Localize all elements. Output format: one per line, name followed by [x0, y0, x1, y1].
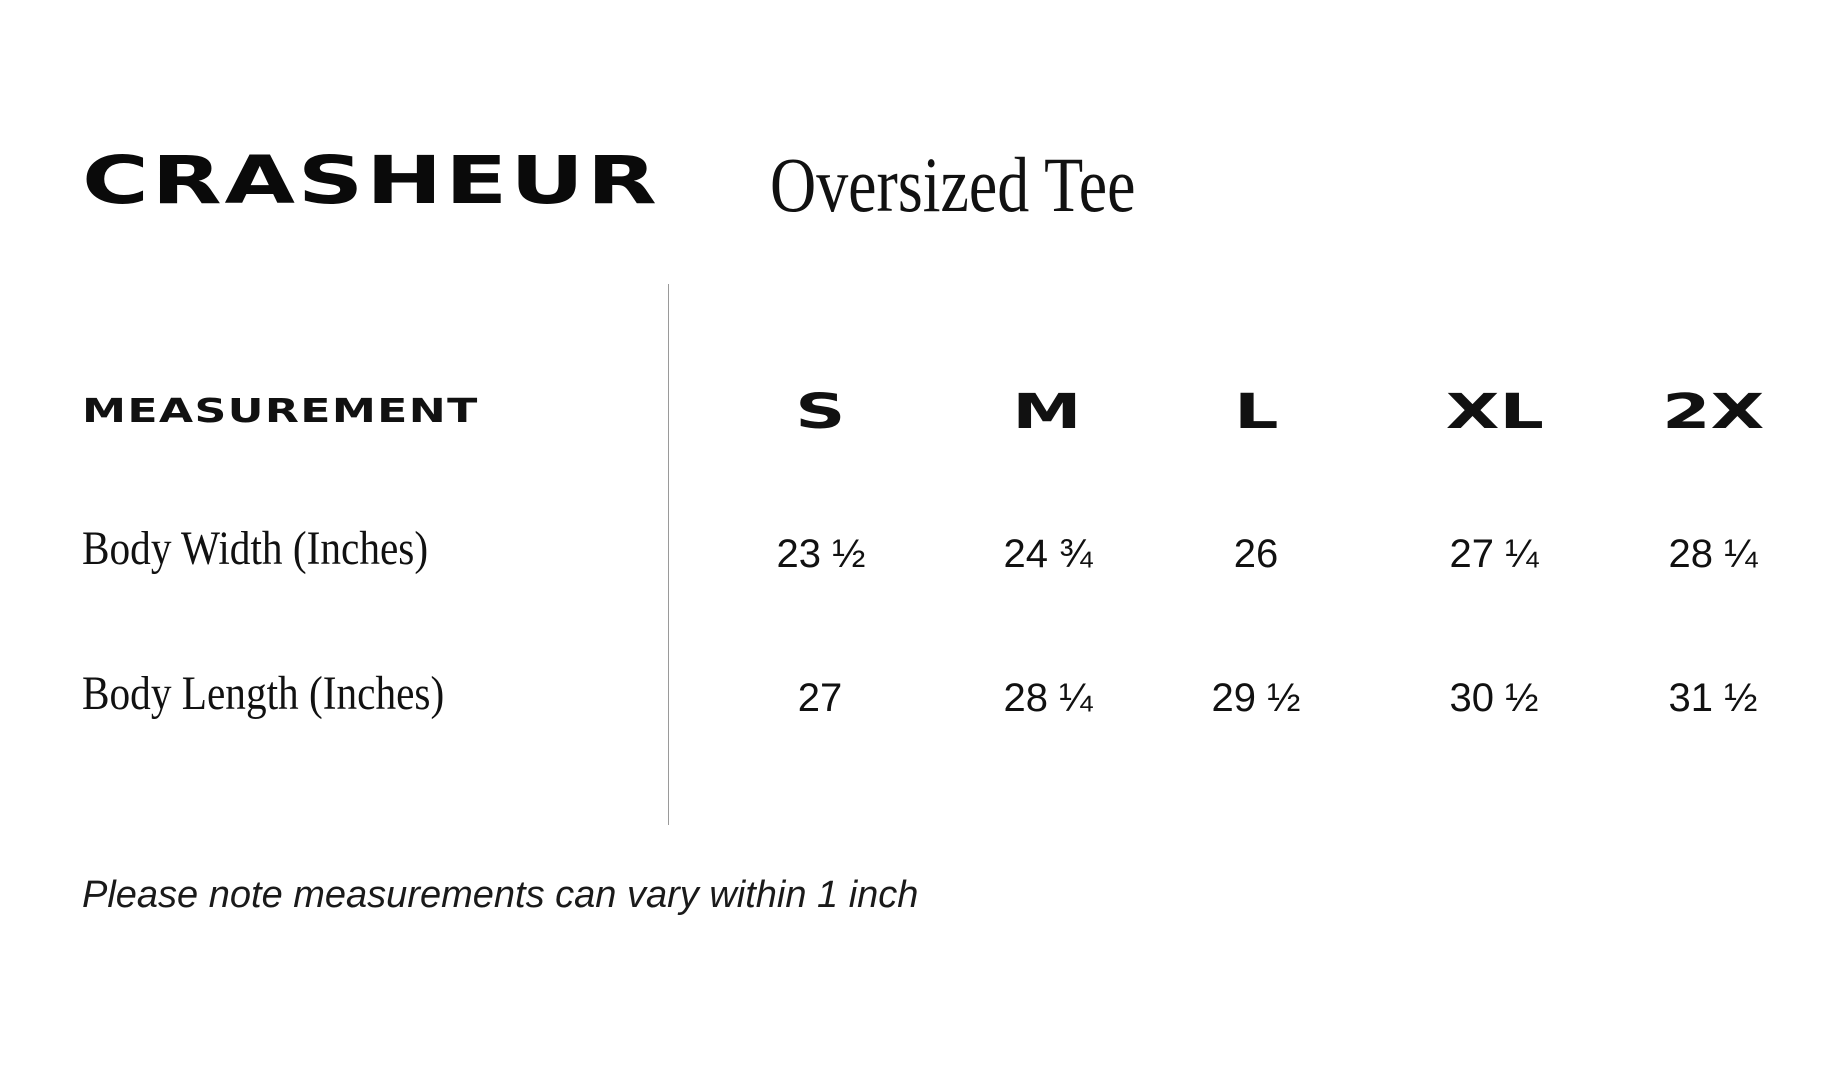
cell-body-length-m: 28 ¼ — [1003, 676, 1093, 720]
size-header-s: S — [794, 384, 846, 440]
cell-body-length-l: 29 ½ — [1211, 676, 1301, 720]
size-header-m: M — [1012, 384, 1082, 440]
measurement-header: MEASUREMENT — [82, 391, 479, 430]
cell-body-length-2x: 31 ½ — [1668, 676, 1758, 720]
cell-body-length-xl: 30 ½ — [1449, 676, 1539, 720]
cell-body-width-xl: 27 ¼ — [1449, 532, 1539, 576]
table-divider — [668, 284, 669, 825]
cell-body-width-m: 24 ¾ — [1003, 532, 1093, 576]
size-header-xl: XL — [1445, 384, 1545, 440]
cell-body-length-s: 27 — [797, 676, 843, 720]
row-label-body-length: Body Length (Inches) — [82, 667, 445, 720]
row-label-body-width: Body Width (Inches) — [82, 522, 429, 575]
product-title: Oversized Tee — [770, 141, 1136, 228]
cell-body-width-s: 23 ½ — [776, 532, 866, 576]
brand-logo: CRASHEUR — [82, 142, 660, 219]
cell-body-width-2x: 28 ¼ — [1668, 532, 1758, 576]
size-header-l: L — [1233, 384, 1279, 440]
cell-body-width-l: 26 — [1233, 532, 1279, 576]
measurement-footnote: Please note measurements can vary within 1 inch — [82, 874, 919, 916]
size-header-2x: 2X — [1661, 384, 1765, 440]
